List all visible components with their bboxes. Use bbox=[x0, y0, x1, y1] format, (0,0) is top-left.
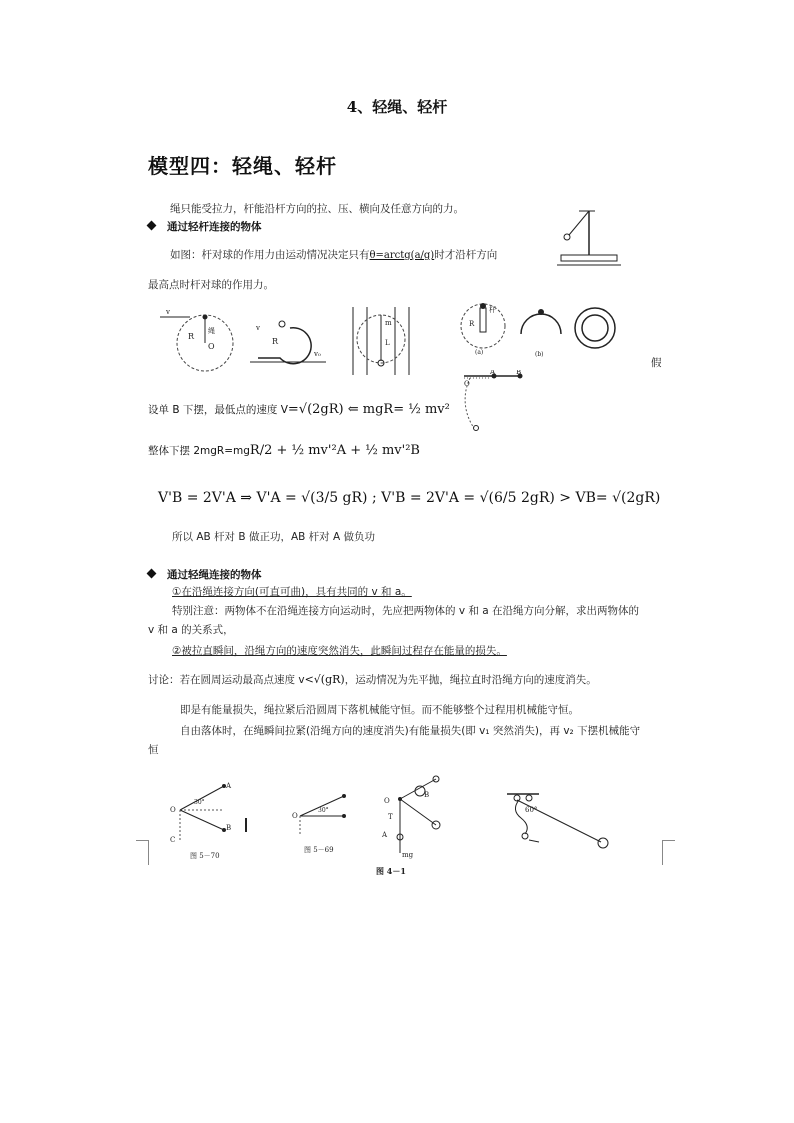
field-lines-figure bbox=[345, 305, 420, 380]
page-corner-mark-left bbox=[136, 840, 149, 865]
rod-line1: 如图：杆对球的作用力由运动情况决定只有θ=arctg(a/g)时才沿杆方向 bbox=[170, 249, 498, 261]
svg-text:30°: 30° bbox=[318, 807, 329, 814]
document-title: 4、轻绳、轻杆 bbox=[346, 98, 448, 116]
svg-text:R: R bbox=[469, 320, 475, 328]
rod-line5: V'B = 2V'A ⇒ V'A = √(3/5 gR) ; V'B = 2V'A = √(6/5 2gR) > VB= √(2gR) bbox=[158, 490, 661, 506]
bullet-diamond-icon bbox=[147, 569, 157, 579]
bullet-diamond-icon bbox=[147, 221, 157, 231]
svg-text:A: A bbox=[382, 831, 388, 839]
rod-line2: 最高点时杆对球的作用力。 bbox=[148, 279, 274, 291]
rod-conclusion: 所以 AB 杆对 B 做正功，AB 杆对 A 做负功 bbox=[172, 531, 376, 543]
svg-text:杆: 杆 bbox=[489, 306, 496, 314]
main-figure-caption: 图 4－1 bbox=[376, 866, 406, 876]
rod-line4: 整体下摆 2mgR=mgR/2 + ½ mv'²A + ½ mv'²B bbox=[148, 443, 420, 458]
svg-text:O: O bbox=[170, 806, 176, 814]
section-title: 模型四：轻绳、轻杆 bbox=[148, 154, 337, 178]
svg-text:m: m bbox=[385, 319, 392, 327]
figure-5-69 bbox=[292, 790, 362, 860]
svg-text:T: T bbox=[388, 813, 393, 821]
svg-text:C: C bbox=[170, 836, 176, 844]
svg-text:v₀: v₀ bbox=[314, 350, 321, 358]
svg-text:L: L bbox=[385, 339, 390, 347]
rope-point1: ①在沿绳连接方向(可直可曲)，具有共同的 v 和 a。 bbox=[172, 586, 412, 598]
rope-freefall-line2: 恒 bbox=[148, 744, 159, 756]
ab-rod-figure bbox=[460, 370, 530, 440]
svg-text:R: R bbox=[272, 337, 279, 346]
force-diagram-figure bbox=[380, 775, 460, 860]
svg-text:O: O bbox=[292, 812, 298, 820]
svg-text:mg: mg bbox=[402, 851, 414, 859]
svg-text:A: A bbox=[226, 782, 232, 790]
svg-text:绳: 绳 bbox=[208, 327, 215, 335]
svg-text:R: R bbox=[188, 332, 195, 341]
svg-text:(a): (a) bbox=[475, 349, 484, 356]
svg-text:B: B bbox=[516, 370, 522, 376]
svg-text:A: A bbox=[490, 370, 496, 376]
rod-heading: 通过轻杆连接的物体 bbox=[148, 219, 262, 234]
hanging-rod-figure bbox=[505, 790, 615, 855]
rod-line3: 设单 B 下摆，最低点的速度 V=√(2gR) ⇐ mgR= ½ mv² bbox=[148, 402, 450, 417]
svg-text:B: B bbox=[226, 824, 232, 832]
svg-text:图 5－69: 图 5－69 bbox=[304, 846, 334, 854]
page-corner-mark-right bbox=[662, 840, 675, 865]
svg-text:(b): (b) bbox=[535, 351, 544, 358]
rope-energy-line: 即是有能量损失，绳拉紧后沿圆周下落机械能守恒。而不能够整个过程用机械能守恒。 bbox=[180, 704, 579, 716]
svg-text:B: B bbox=[424, 791, 430, 799]
loop-track-figure bbox=[250, 310, 330, 372]
rod-circle-figure bbox=[455, 298, 625, 360]
svg-text:60°: 60° bbox=[525, 806, 538, 814]
svg-text:O: O bbox=[208, 342, 215, 351]
rope-point2: ②被拉直瞬间，沿绳方向的速度突然消失，此瞬间过程存在能量的损失。 bbox=[172, 645, 507, 657]
svg-text:O: O bbox=[464, 380, 470, 388]
svg-text:v: v bbox=[166, 308, 170, 316]
rope-freefall-line1: 自由落体时，在绳瞬间拉紧(沿绳方向的速度消失)有能量损失(即 v₁ 突然消失)，再 v₂ 下摆机械能守 bbox=[180, 725, 641, 737]
pole-ball-figure bbox=[555, 205, 625, 267]
rope-note-line2: v 和 a 的关系式， bbox=[148, 624, 234, 636]
rope-discuss: 讨论：若在圆周运动最高点速度 v<√(gR)，运动情况为先平抛，绳拉直时沿绳方向的速度消失。 bbox=[148, 673, 597, 686]
svg-text:30°: 30° bbox=[194, 799, 205, 806]
side-word: 假 bbox=[651, 357, 662, 369]
rope-note-line1: 特别注意：两物体不在沿绳连接方向运动时，先应把两物体的 v 和 a 在沿绳方向分解，求出两物体的 bbox=[172, 605, 639, 617]
vertical-mark bbox=[245, 818, 247, 832]
rope-circle-figure bbox=[160, 305, 240, 375]
intro-text: 绳只能受拉力，杆能沿杆方向的拉、压、横向及任意方向的力。 bbox=[170, 203, 464, 215]
svg-text:O: O bbox=[384, 797, 390, 805]
rope-heading: 通过轻绳连接的物体 bbox=[148, 567, 262, 582]
svg-text:v: v bbox=[256, 324, 260, 332]
svg-text:图 5－70: 图 5－70 bbox=[190, 852, 220, 860]
